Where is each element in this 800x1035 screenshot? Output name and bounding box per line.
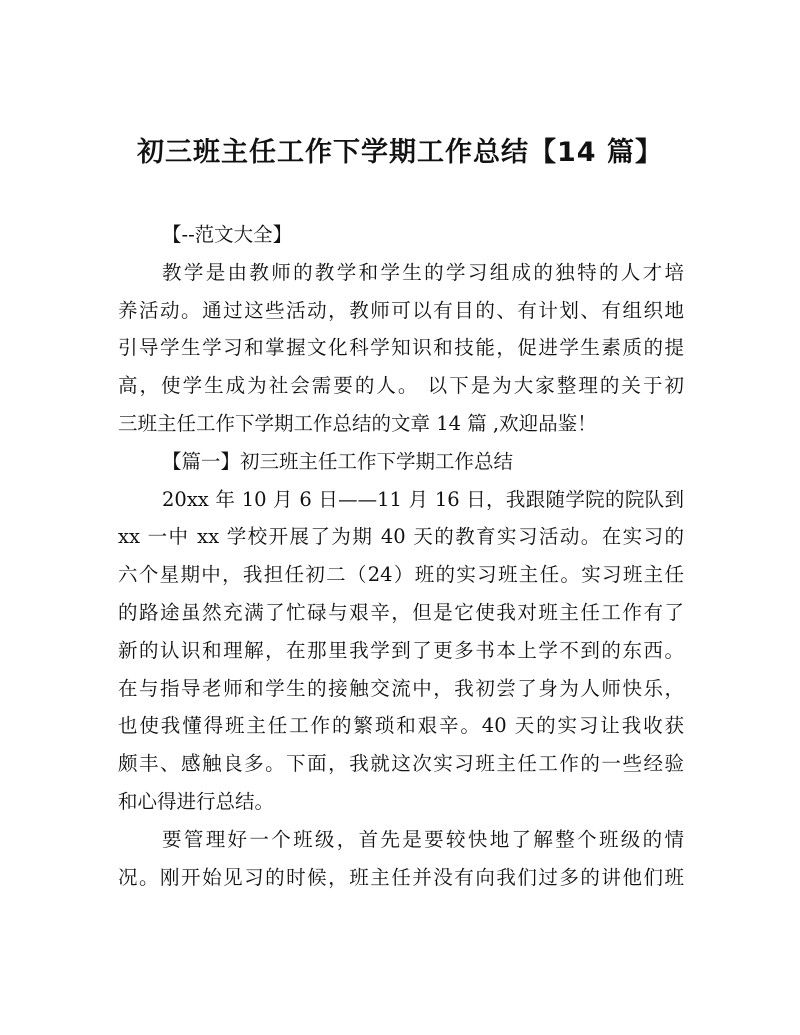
paragraph-line: xx 一中 xx 学校开展了为期 40 天的教育实习活动。在实习的 [118,525,684,549]
paragraph-line: 要管理好一个班级，首先是要较快地了解整个班级的情 [162,827,684,851]
paragraph-line: 的路途虽然充满了忙碌与艰辛，但是它使我对班主任工作有了 [118,600,684,624]
paragraph-line: 颇丰、感触良多。下面，我就这次实习班主任工作的一些经验 [118,752,684,776]
paragraph-line: 六个星期中，我担任初二（24）班的实习班主任。实习班主任 [118,563,684,587]
paragraph-line: 高，使学生成为社会需要的人。 以下是为大家整理的关于初 [118,374,684,398]
document-title: 初三班主任工作下学期工作总结【14 篇】 [137,137,663,168]
paragraph-line: 也使我懂得班主任工作的繁琐和艰辛。40 天的实习让我收获 [118,714,684,738]
paragraph-line: 教学是由教师的教学和学生的学习组成的独特的人才培 [162,260,684,284]
paragraph-line: 20xx 年 10 月 6 日——11 月 16 日，我跟随学院的院队到 [162,487,684,511]
paragraph-line: 况。刚开始见习的时候，班主任并没有向我们过多的讲他们班 [118,865,684,889]
paragraph-line: 引导学生学习和掌握文化科学知识和技能，促进学生素质的提 [118,336,684,360]
paragraph-line: 在与指导老师和学生的接触交流中，我初尝了身为人师快乐， [118,676,684,700]
paragraph-line: 新的认识和理解，在那里我学到了更多书本上学不到的东西。 [118,638,684,662]
paragraph-line: 三班主任工作下学期工作总结的文章 14 篇 ,欢迎品鉴！ [118,411,597,435]
paragraph-line: 和心得进行总结。 [118,789,275,813]
section-heading: 【篇一】初三班主任工作下学期工作总结 [162,449,514,473]
source-tag: 【--范文大全】 [162,223,293,246]
document-body [118,216,684,896]
paragraph-line: 养活动。通过这些活动，教师可以有目的、有计划、有组织地 [118,298,684,322]
